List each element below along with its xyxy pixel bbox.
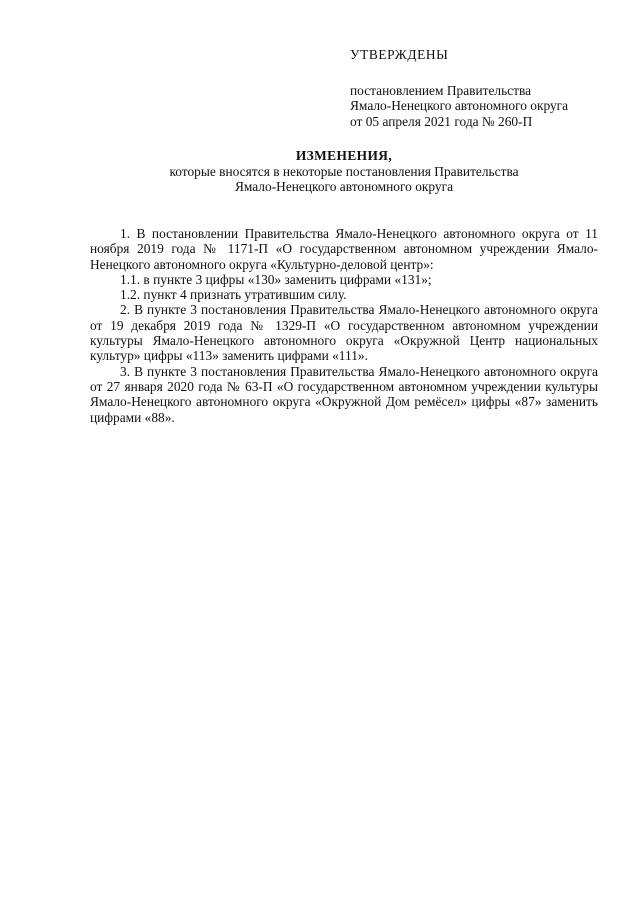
paragraph-3: 3. В пункте 3 постановления Правительства Ямало-Ненецкого автономного округа от 27 января 2020 года № 63-П «О государственном автономном учреждении культуры Ямало-Ненецкого автономного округа «Окружной Дом ремёсел» цифры «87» заменить цифрами «88». [90, 363, 598, 425]
approved-title: УТВЕРЖДЕНЫ [350, 47, 449, 62]
approved-line-2: Ямало-Ненецкого автономного округа [350, 98, 569, 113]
paragraph-1: 1. В постановлении Правительства Ямало-Ненецкого автономного округа от 11 ноября 2019 года № 1171-П «О государственном автономном учреждении Ямало-Ненецкого автономного округа «Культурно-деловой центр»: [90, 226, 598, 272]
document-subtitle-line-1: которые вносятся в некоторые постановления Правительства [169, 164, 519, 179]
document-body [90, 226, 598, 425]
approval-stamp [350, 47, 620, 129]
approved-line-1: постановлением Правительства [350, 82, 532, 98]
document-subtitle-line-2: Ямало-Ненецкого автономного округа [234, 179, 454, 194]
paragraph-1-1: 1.1. в пункте 3 цифры «130» заменить цифрами «131»; [120, 271, 432, 287]
document-header [100, 148, 588, 194]
approved-line-3: от 05 апреля 2021 года № 260-П [350, 113, 533, 129]
paragraph-1-2: 1.2. пункт 4 признать утратившим силу. [120, 287, 347, 303]
paragraph-2: 2. В пункте 3 постановления Правительства Ямало-Ненецкого автономного округа от 19 декабря 2019 года № 1329-П «О государственном автономном учреждении культуры Ямало-Ненецкого автономного округа «Окружной Центр национальных культур» цифры «113» заменить цифрами «111». [90, 302, 598, 364]
document-title: ИЗМЕНЕНИЯ, [295, 148, 393, 163]
